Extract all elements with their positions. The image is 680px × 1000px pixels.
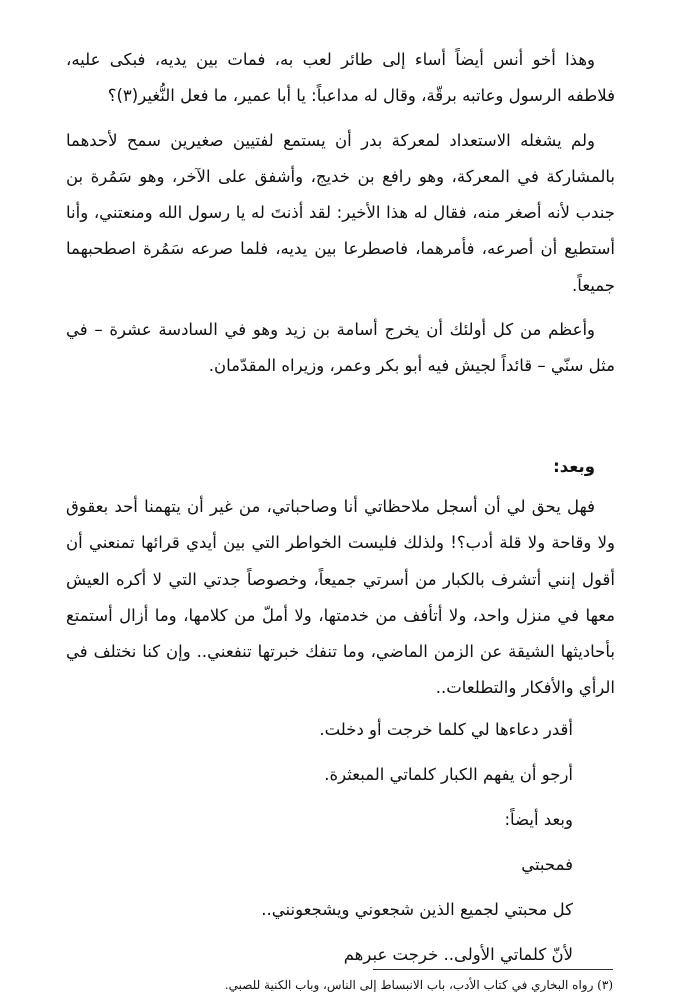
paragraph-3: وأعظم من كل أولئك أن يخرج أسامة بن زيد وهو في السادسة عشرة – في مثل سنّي – قائداً لجيش فيه أبو بكر وعمر، وزيراه المقدّمان. [66,320,615,376]
body-text [66,42,615,977]
verse-line-6: لأنّ كلماتي الأولى.. خرجت عبرهم [343,944,573,964]
verse-line-4: فمحبتي [521,854,573,874]
verse-block [66,707,615,977]
verse-line-3: وبعد أيضاً: [504,809,573,829]
paragraph-1: وهذا أخو أنس أيضاً أساء إلى طائر لعب به، فمات بين يديه، فبكى عليه، فلاطفه الرسول وعاتبه برقّة، وقال له مداعباً: يا أبا عمير، ما فعل النُّغير(٣)؟ [66,50,615,106]
paragraph-4: فهل يحق لي أن أسجل ملاحظاتي أنا وصاحباتي، من غير أن يتهمنا أحد بعقوق ولا وقاحة ولا قلة أدب؟! ولذلك فليست الخواطر التي بين أيدي قرائها تمنعني أن أقول إنني أتشرف بالكبار من أسرتي جميعاً، وخصوصاً جدتي التي لا أكره العيش معها في منزل واحد، ولا أتأفف من خدمتها، ولا أملّ من كلامها، وما أزال أستمتع بأحاديثها الشيقة عن الزمن الماضي، وما تنفك خبرتها تنفعني.. وإن كنا نختلف في الرأي والأفكار والتطلعات.. [66,496,615,698]
verse-line-2: أرجو أن يفهم الكبار كلماتي المبعثرة. [324,764,573,784]
verse-line-1: أقدر دعاءها لي كلما خرجت أو دخلت. [319,719,573,739]
paragraph-2: ولم يشغله الاستعداد لمعركة بدر أن يستمع لفتيين صغيرين سمح لأحدهما بالمشاركة في المعركة، وهو رافع بن خديج، وأشفق على الآخر، وهو سَمُرة بن جندب لأنه أصغر منه، فقال له هذا الأخير: لقد أذنتَ له يا رسول الله ومنعتني، وأنا أستطيع أن أصرعه، فأمرهما، فاصطرعا بين يديه، فلما صرعه سَمُرة اصطحبهما جميعاً. [66,130,615,295]
footnote: (٣) رواه البخاري في كتاب الأدب، باب الانبساط إلى الناس، وباب الكنية للصبي. [224,978,613,992]
verse-line-5: كل محبتي لجميع الذين شجعوني ويشجعونني.. [261,899,573,919]
section-heading: وبعد: [553,456,595,476]
footnote-divider [373,969,613,970]
